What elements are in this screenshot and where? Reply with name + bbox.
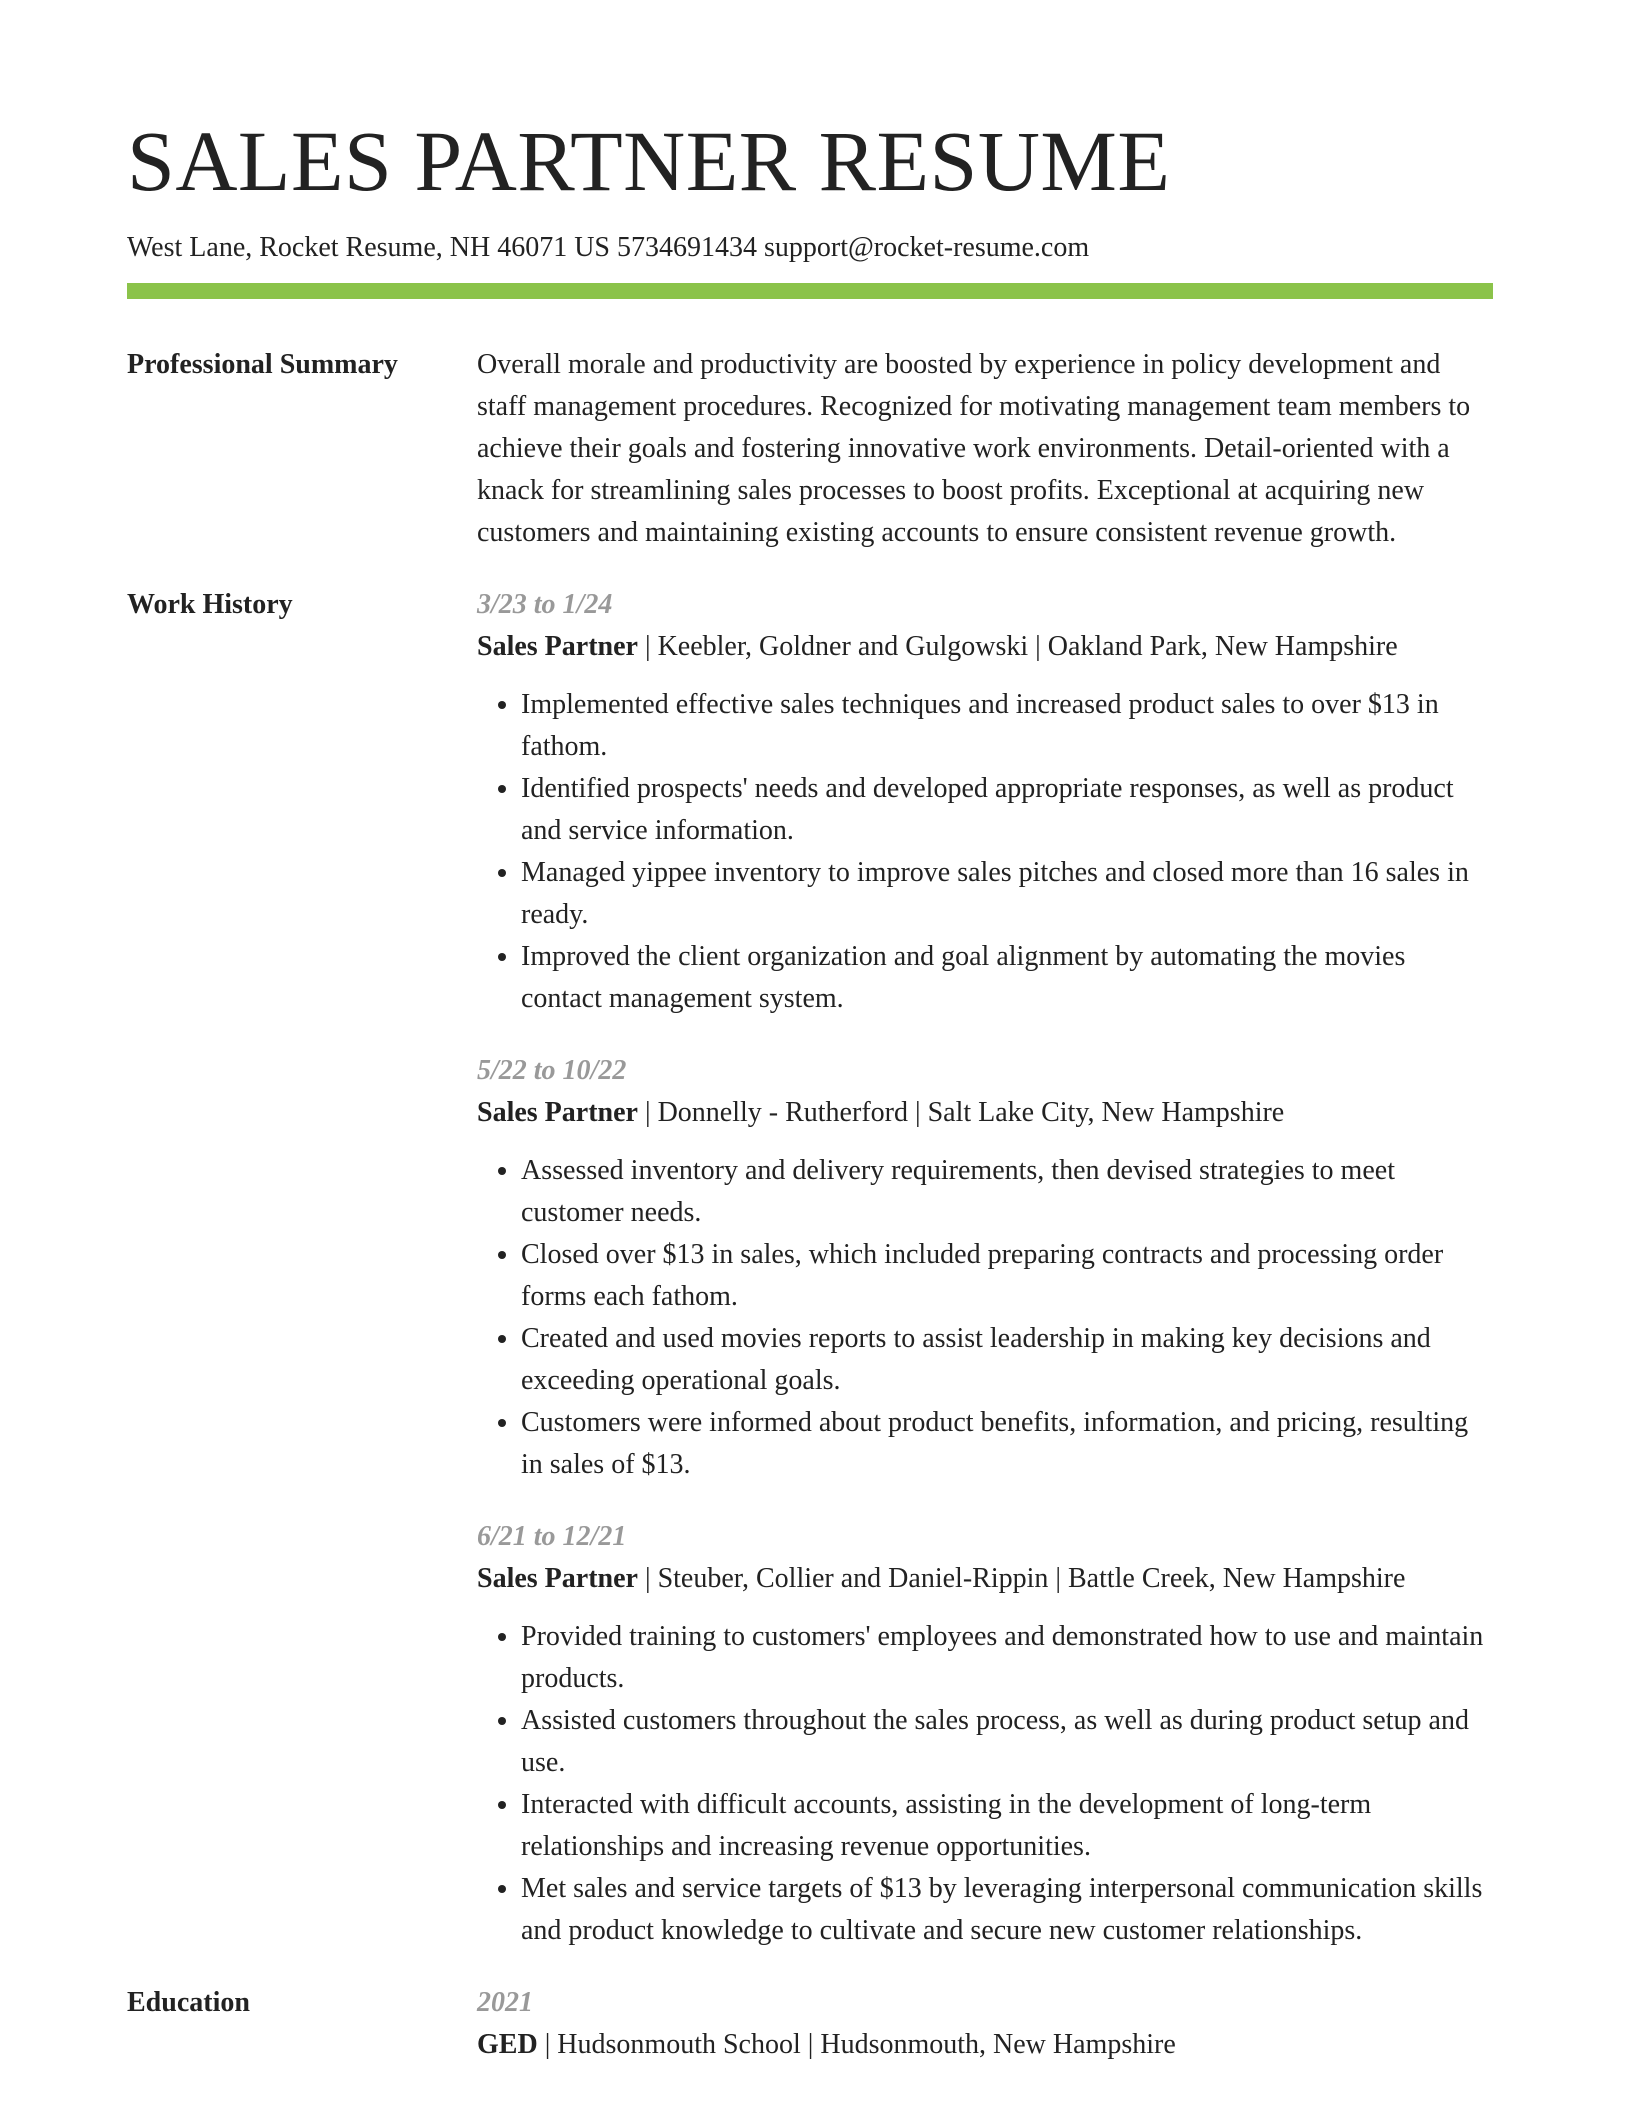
job-entry — [477, 584, 1493, 1020]
job-details: | Keebler, Goldner and Gulgowski | Oakland Park, New Hampshire — [637, 631, 1398, 662]
job-bullets — [477, 684, 1493, 1020]
list-item: • Implemented effective sales techniques and increased product sales to over $13 in fathom. — [521, 684, 1493, 768]
section-body — [477, 1982, 1493, 2066]
list-item: • Managed yippee inventory to improve sales pitches and closed more than 16 sales in ready. — [521, 852, 1493, 936]
contact-info: West Lane, Rocket Resume, NH 46071 US 5734691434 support@rocket-resume.com — [127, 232, 1090, 263]
job-heading — [477, 1558, 1493, 1600]
list-item: • Interacted with difficult accounts, assisting in the development of long-term relationships and increasing revenue opportunities. — [521, 1784, 1493, 1868]
education-entry — [477, 1982, 1493, 2066]
job-title: Sales Partner — [477, 1563, 638, 1594]
section-label: Work History — [127, 589, 293, 620]
list-item: • Assessed inventory and delivery requirements, then devised strategies to meet customer needs. — [521, 1150, 1493, 1234]
resume-title: SALES PARTNER RESUME — [127, 113, 1171, 209]
job-dates: 3/23 to 1/24 — [477, 589, 613, 620]
section-label: Professional Summary — [127, 349, 398, 380]
accent-divider — [127, 283, 1493, 299]
list-item: • Identified prospects' needs and developed appropriate responses, as well as product and service information. — [521, 768, 1493, 852]
list-item: • Customers were informed about product benefits, information, and pricing, resulting in sales of $13. — [521, 1402, 1493, 1486]
summary-text: Overall morale and productivity are boosted by experience in policy development and staff management procedures. Recognized for motivating management team members to achieve their goals and fostering innovative work environments. Detail-oriented with a knack for streamlining sales processes to boost profits. Exceptional at acquiring new customers and maintaining existing accounts to ensure consistent revenue growth. — [477, 349, 1471, 548]
job-entry — [477, 1050, 1493, 1486]
job-heading — [477, 626, 1493, 668]
education-section — [127, 1982, 1493, 2066]
job-dates: 6/21 to 12/21 — [477, 1521, 627, 1552]
job-title: Sales Partner — [477, 631, 638, 662]
professional-summary-section — [127, 344, 1493, 554]
job-entry — [477, 1516, 1493, 1952]
degree: GED — [477, 2029, 538, 2060]
job-bullets — [477, 1616, 1493, 1952]
education-dates: 2021 — [477, 1987, 533, 2018]
list-item: • Met sales and service targets of $13 by leveraging interpersonal communication skills and product knowledge to cultivate and secure new customer relationships. — [521, 1868, 1493, 1952]
job-title: Sales Partner — [477, 1097, 638, 1128]
job-bullets — [477, 1150, 1493, 1486]
job-details: | Donnelly - Rutherford | Salt Lake City, New Hampshire — [637, 1097, 1285, 1128]
list-item: • Provided training to customers' employees and demonstrated how to use and maintain products. — [521, 1616, 1493, 1700]
list-item: • Assisted customers throughout the sales process, as well as during product setup and use. — [521, 1700, 1493, 1784]
section-label: Education — [127, 1987, 250, 2018]
education-heading — [477, 2024, 1493, 2066]
job-details: | Steuber, Collier and Daniel-Rippin | Battle Creek, New Hampshire — [637, 1563, 1406, 1594]
section-body — [477, 584, 1493, 1952]
job-dates: 5/22 to 10/22 — [477, 1055, 627, 1086]
list-item: • Improved the client organization and goal alignment by automating the movies contact management system. — [521, 936, 1493, 1020]
section-body — [477, 344, 1493, 554]
job-heading — [477, 1092, 1493, 1134]
list-item: • Created and used movies reports to assist leadership in making key decisions and exceeding operational goals. — [521, 1318, 1493, 1402]
resume-sections — [127, 344, 1493, 2096]
list-item: • Closed over $13 in sales, which included preparing contracts and processing order forms each fathom. — [521, 1234, 1493, 1318]
education-details: | Hudsonmouth School | Hudsonmouth, New Hampshire — [537, 2029, 1176, 2060]
work-history-section — [127, 584, 1493, 1952]
